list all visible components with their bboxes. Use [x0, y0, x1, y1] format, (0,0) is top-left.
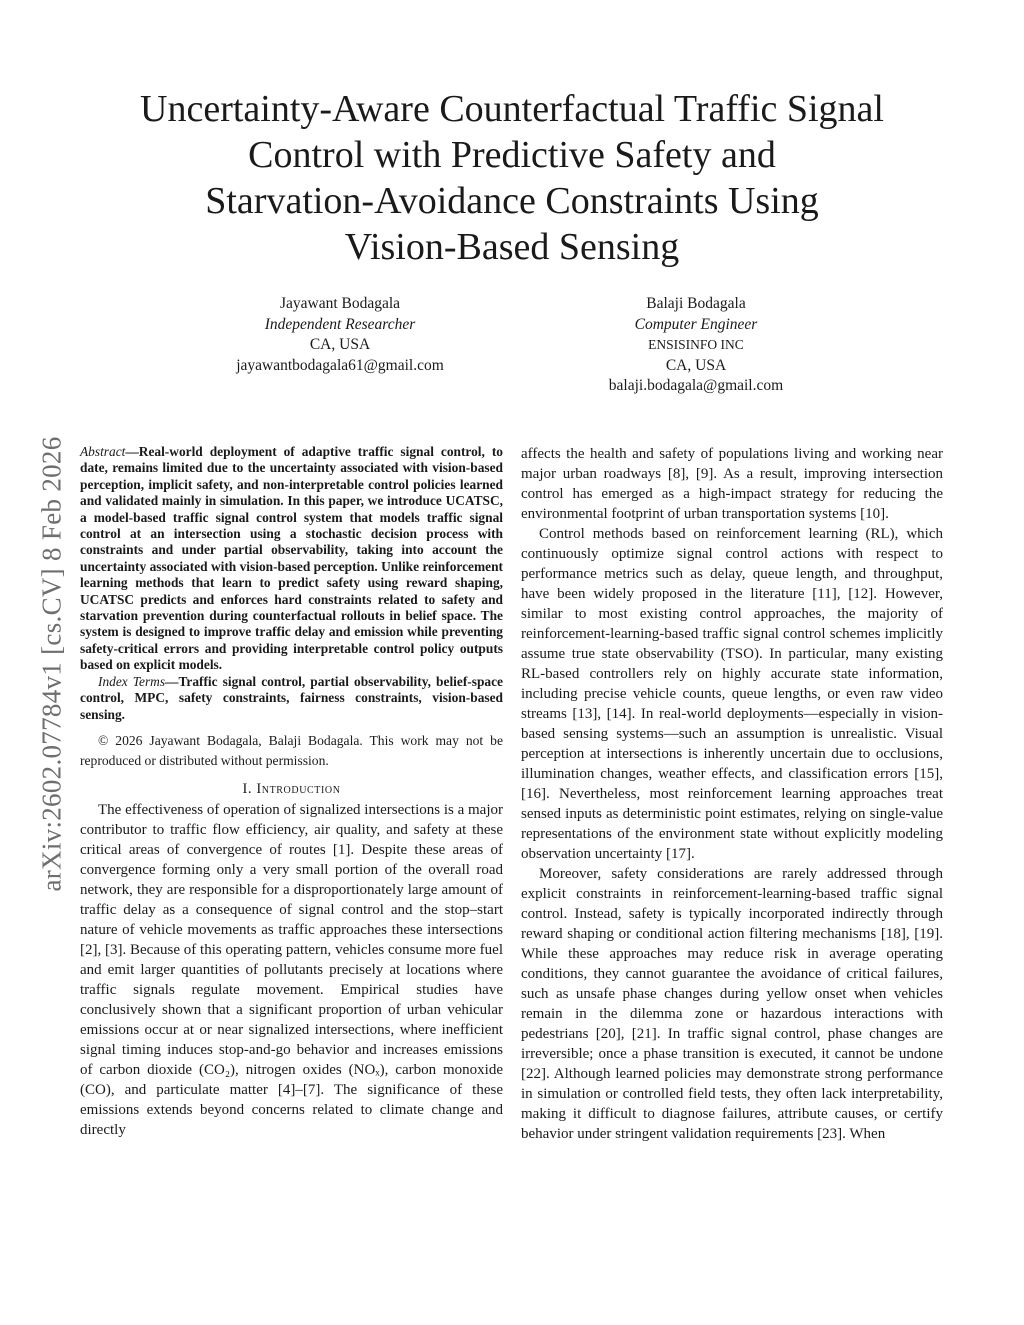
body-paragraph: affects the health and safety of populations living and working near major urban roadways [8], [9]. As a result, improving intersection control has emerged as a high-impact strategy for reducing the environmental footprint of urban transportation systems [10].	[521, 446, 943, 522]
author-email: jayawantbodagala61@gmail.com	[236, 356, 444, 374]
copyright-notice: © 2026 Jayawant Bodagala, Balaji Bodagala. This work may not be reproduced or distributed without permission.	[80, 732, 503, 768]
author-affiliation: Independent Researcher	[264, 315, 416, 333]
title-line: Control with Predictive Safety and	[248, 134, 776, 176]
title-line: Uncertainty-Aware Counterfactual Traffic Signal	[140, 88, 884, 130]
body-paragraph: Control methods based on reinforcement learning (RL), which continuously optimize signal control actions with respect to performance metrics such as delay, queue length, and throughput, have been widely proposed in the literature [11], [12]. However, similar to most existing control approaches, the majority of reinforcement-learning-based traffic signal control schemes implicitly assume true state observability (TSO). In particular, many existing RL-based controllers rely on highly accurate state information, including precise vehicle counts, queue lengths, or even raw video streams [13], [14]. In real-world deployments—especially in vision-based sensing systems—such an assumption is unrealistic. Visual perception at intersections is inherently uncertain due to occlusions, illumination changes, weather effects, and classification errors [15], [16]. Nevertheless, most reinforcement learning approaches treat sensed inputs as deterministic point estimates, relying on single-value representations of the environment state without explicitly modeling observation uncertainty [17].	[521, 526, 943, 862]
author-location: CA, USA	[309, 336, 371, 353]
section-heading: I. Introduction	[242, 780, 341, 797]
abstract-label: Abstract	[80, 444, 126, 459]
abstract-text: —Real-world deployment of adaptive traffic signal control, to date, remains limited due to the uncertainty associated with vision-based perception, implicit safety, and non-interpretable control policies learned and validated mainly in simulation. In this paper, we introduce UCATSC, a model-based traffic signal control system that models traffic signal control at an intersection using a stochastic decision process with constraints and under partial observability, taking into account the uncertainty associated with vision-based perception. Unlike reinforcement learning methods that learn to predict safety using reward shaping, UCATSC predicts and enforces hard constraints related to safety and starvation prevention during counterfactual rollouts in belief space. The system is designed to improve traffic delay and emission while preventing safety-critical errors and providing interpretable control policy outputs based on explicit models.	[80, 444, 503, 673]
author-name: Balaji Bodagala	[646, 295, 746, 312]
left-column	[80, 444, 503, 1140]
author-block-1	[160, 294, 520, 376]
index-terms-label: Index Terms	[98, 673, 166, 689]
paper-title	[100, 86, 924, 270]
body-paragraph: The effectiveness of operation of signalized intersections is a major contributor to traffic flow efficiency, air quality, and safety at these critical areas of convergence of routes [1]. Despite these areas of convergence forming only a very small portion of the overall road network, they are responsible for a disproportionately large amount of traffic delay as a consequence of signal control and the stop–start nature of vehicle movements as traffic approaches these intersections [2], [3]. Because of this operating pattern, vehicles consume more fuel and emit larger quantities of pollutants precisely at locations where traffic signals regulate movement. Empirical studies have conclusively shown that a significant proportion of urban vehicular emissions occur at or near signalized intersections, where inefficient signal timing induces stop-and-go behavior and increases emissions of carbon dioxide (CO₂), nitrogen oxides (NOₓ), carbon monoxide (CO), and particulate matter [4]–[7]. The significance of these emissions extends beyond concerns related to climate change and directly	[80, 801, 503, 1138]
author-organization: ENSISINFO INC	[648, 337, 744, 352]
author-name: Jayawant Bodagala	[279, 295, 401, 312]
abstract	[80, 444, 503, 674]
author-email: balaji.bodagala@gmail.com	[608, 377, 784, 394]
arxiv-identifier: arXiv:2602.07784v1 [cs.CV] 8 Feb 2026	[36, 436, 67, 892]
title-line: Starvation-Avoidance Constraints Using	[205, 180, 819, 222]
index-terms	[80, 674, 503, 723]
index-terms-text: —Traffic signal control, partial observability, belief-space control, MPC, safety constraints, fairness constraints, vision-based sensing.	[80, 673, 503, 722]
title-line: Vision-Based Sensing	[344, 226, 680, 268]
body-paragraph: Moreover, safety considerations are rarely addressed through explicit constraints in reinforcement-learning-based traffic signal control. Instead, safety is typically incorporated indirectly through reward shaping or conditional action filtering mechanisms [18], [19]. While these approaches may reduce risk in average operating conditions, they cannot guarantee the avoidance of critical failures, such as unsafe phase changes during yellow onset when vehicles remain in the dilemma zone or hazardous interactions with pedestrians [20], [21]. In traffic signal control, phase changes are irreversible; once a phase transition is executed, it cannot be undone [22]. Although learned policies may demonstrate strong performance in simulation or controlled field tests, they often lack interpretability, making it difficult to diagnose failures, attribute causes, or certify behavior under stringent validation requirements [23]. When	[521, 866, 943, 1142]
author-affiliation: Computer Engineer	[634, 315, 758, 333]
author-block-2	[516, 294, 876, 397]
right-column	[521, 444, 943, 1144]
author-location: CA, USA	[665, 356, 727, 374]
